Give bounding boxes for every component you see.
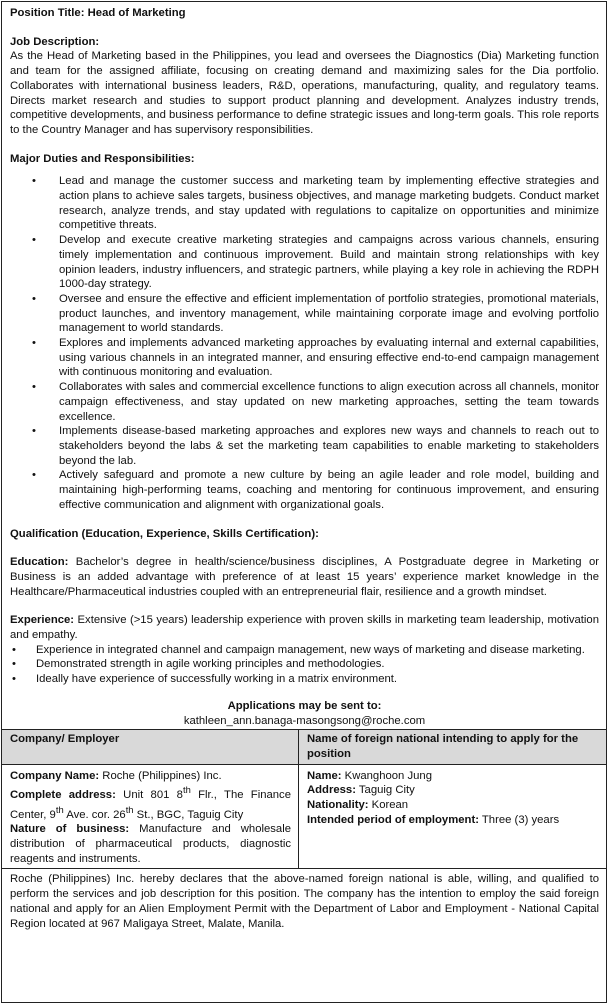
fn-nationality-label: Nationality:	[307, 799, 369, 812]
experience-list	[10, 643, 599, 687]
duty-item: • Lead and manage the customer success and marketing team by implementing effective strategies and action plans to achieve sales targets, business objectives, and manage marketing budgets. Conduct market research, analyze trends, and stay updated with regulations to capitalize on opportunities and minimize competitive threats.	[10, 174, 599, 233]
company-name-label: Company Name:	[10, 769, 100, 782]
table-row	[2, 764, 606, 869]
applications-block	[10, 699, 599, 728]
duties-heading: Major Duties and Responsibilities:	[10, 152, 195, 165]
company-employer-header: Company/ Employer	[2, 730, 299, 764]
duty-item: • Actively safeguard and promote a new culture by being an agile leader and role model, building and maintaining high-performing teams, coaching and mentoring for continuous improvement, and ensuring effective communication and alignment with organizational goals.	[10, 468, 599, 512]
company-name-line	[10, 769, 291, 784]
duties-list	[10, 174, 599, 512]
employer-foreign-national-table	[2, 729, 606, 869]
company-address-line	[10, 783, 291, 822]
foreign-national-details-cell	[299, 764, 607, 869]
experience-item: • Ideally have experience of successfully working in a matrix environment.	[10, 672, 599, 687]
experience-item: • Demonstrated strength in agile working principles and methodologies.	[10, 657, 599, 672]
position-title	[10, 6, 599, 21]
education-label: Education:	[10, 556, 69, 569]
nature-of-business-line	[10, 822, 291, 866]
foreign-national-header: Name of foreign national intending to apply for the position	[299, 730, 607, 764]
nature-of-business-label: Nature of business:	[10, 823, 130, 836]
experience-paragraph	[10, 613, 599, 642]
posting-body	[2, 2, 606, 728]
fn-name-value: Kwanghoon Jung	[344, 769, 432, 782]
nature-of-business-value: Manufacture and wholesale distribution of pharmaceutical products, diagnostic reagents and instruments.	[10, 823, 291, 865]
experience-label: Experience:	[10, 614, 75, 627]
fn-address-line	[307, 783, 599, 798]
address-part: Flr., The Finance Center, 9	[10, 789, 291, 821]
education-paragraph	[10, 555, 599, 599]
fn-period-line	[307, 813, 599, 828]
fn-address-label: Address:	[307, 784, 356, 797]
position-title-value: Head of Marketing	[87, 7, 186, 19]
address-part: St., BGC, Taguig City	[133, 808, 244, 821]
duty-item: • Explores and implements advanced marketing approaches by evaluating internal and external capabilities, using various channels in an integrated manner, and ensuring effective end-to-end campaign management with continuous monitoring and evaluation.	[10, 336, 599, 380]
fn-nationality-value: Korean	[371, 799, 409, 812]
experience-item: • Experience in integrated channel and campaign management, new ways of marketing and disease marketing.	[10, 643, 599, 658]
company-details-cell	[2, 764, 299, 869]
fn-period-label: Intended period of employment:	[307, 813, 479, 826]
address-superscript: th	[125, 803, 134, 815]
address-superscript: th	[182, 784, 191, 796]
education-text: Bachelor’s degree in health/science/business disciplines, A Postgraduate degree in Marketing or Business is an added advantage with preference of at least 15 years’ experience market knowledge in the Healthcare/Pharmaceutical industries coupled with an entrepreneurial flair, resilience and a growth mindset.	[10, 556, 600, 598]
fn-name-line	[307, 769, 599, 784]
duty-item: • Oversee and ensure the effective and efficient implementation of portfolio strategies, promotional materials, product launches, and inventory management, while maintaining corporate image and evolving portfolio management to world standards.	[10, 292, 599, 336]
company-name-value: Roche (Philippines) Inc.	[102, 769, 222, 782]
duty-item: • Implements disease-based marketing approaches and explores new ways and channels to reach out to stakeholders beyond the labs & set the marketing team capabilities to enable marketing to stakeholders beyond the lab.	[10, 424, 599, 468]
fn-name-label: Name:	[307, 769, 342, 782]
address-part: Ave. cor. 26	[63, 808, 126, 821]
applications-email[interactable]: kathleen_ann.banaga-masongsong@roche.com	[183, 714, 426, 727]
fn-period-value: Three (3) years	[481, 813, 560, 826]
duty-item: • Develop and execute creative marketing strategies and campaigns across various channels, ensuring timely implementation and continuous improvement. Build and maintain strong relationships with key opinion leaders, industry influencers, and strategic partners, while playing a key role in achieving the RDPH 1000-day strategy.	[10, 233, 599, 292]
company-address-label: Complete address:	[10, 789, 116, 802]
experience-text: Extensive (>15 years) leadership experience with proven skills in marketing team leadership, motivation and empathy.	[10, 614, 599, 642]
job-description-text: As the Head of Marketing based in the Philippines, you lead and oversees the Diagnostics (Dia) Marketing function and team for the assigned affiliate, focusing on creating demand and maximizing sales for the Dia portfolio. Collaborates with international business leaders, R&D, operations, manufacturing, quality, and regulatory teams. Directs market research and studies to support product planning and development. Analyzes industry trends, competitive developments, and business performance to define strategic issues and long-term goals. This role reports to the Country Manager and has supervisory responsibilities.	[10, 50, 599, 136]
duty-item: • Collaborates with sales and commercial excellence functions to align execution across all channels, monitor campaign effectiveness, and stay updated on new marketing approaches, setting the team towards excellence.	[10, 380, 599, 424]
address-part: Unit 801 8	[123, 789, 183, 802]
applications-heading: Applications may be sent to:	[227, 699, 382, 712]
job-description-heading: Job Description:	[10, 35, 100, 48]
table-header-row	[2, 730, 606, 764]
fn-nationality-line	[307, 798, 599, 813]
qualification-heading: Qualification (Education, Experience, Skills Certification):	[10, 527, 319, 540]
job-posting-document	[1, 1, 607, 1003]
position-title-label: Position Title:	[10, 7, 85, 19]
declaration-footer: Roche (Philippines) Inc. hereby declares that the above-named foreign national is able, willing, and qualified to perform the services and job description for this position. The company has the intention to employ the said foreign national and apply for an Alien Employment Permit with the Department of Labor and Employment - National Capital Region located at 967 Maligaya Street, Malate, Manila.	[10, 873, 599, 930]
fn-address-value: Taguig City	[358, 784, 415, 797]
address-superscript: th	[55, 803, 64, 815]
